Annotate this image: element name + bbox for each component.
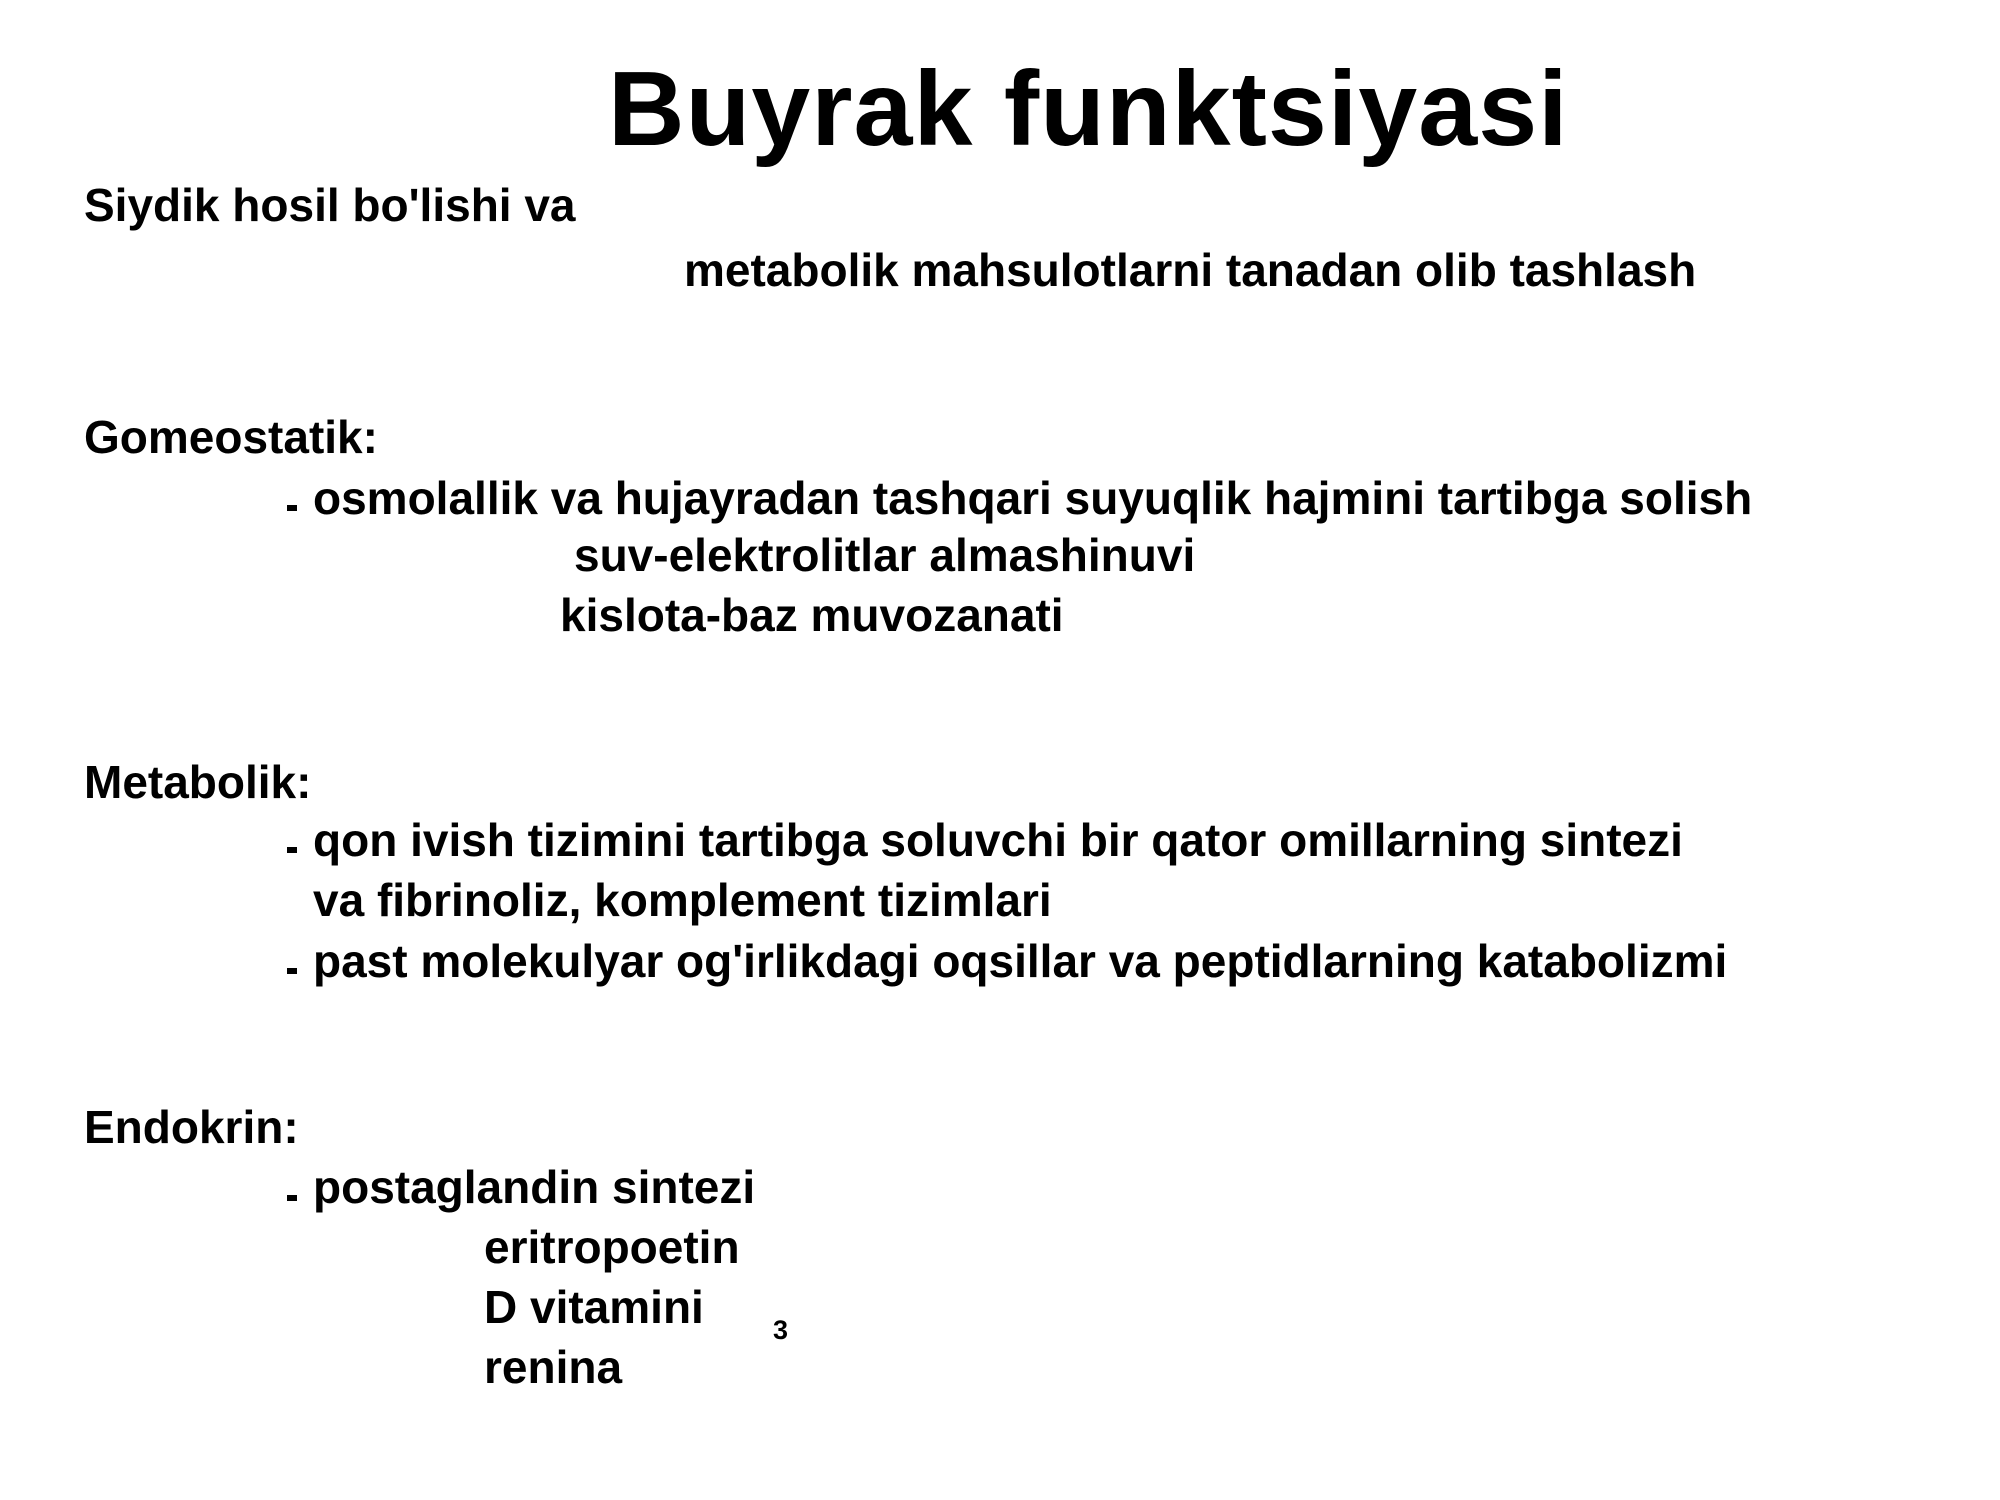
- endocrine-item-3: D vitamini: [484, 1281, 704, 1333]
- endocrine-item-1: postaglandin sintezi: [313, 1161, 756, 1213]
- bullet-dash: [287, 968, 297, 974]
- metabolic-item-2: past molekulyar og'irlikdagi oqsillar va peptidlarning katabolizmi: [313, 935, 1728, 987]
- homeostatic-item-1-sub-2: kislota-baz muvozanati: [560, 589, 1064, 641]
- homeostatic-heading: Gomeostatik:: [84, 411, 378, 463]
- endocrine-item-2: eritropoetin: [484, 1221, 740, 1273]
- bullet-dash: [287, 1195, 297, 1201]
- excretion-line-1: Siydik hosil bo'lishi va: [84, 179, 576, 231]
- endocrine-item-4: renina: [484, 1341, 623, 1393]
- metabolic-item-1-line-2: va fibrinoliz, komplement tizimlari: [313, 874, 1052, 926]
- metabolic-item-1-line-1: qon ivish tizimini tartibga soluvchi bir qator omillarning sintezi: [313, 814, 1683, 866]
- bullet-dash: [287, 847, 297, 853]
- slide-title: Buyrak funktsiyasi: [608, 50, 1569, 168]
- metabolic-heading: Metabolik:: [84, 756, 312, 808]
- homeostatic-item-1: osmolallik va hujayradan tashqari suyuqlik hajmini tartibga solish: [313, 472, 1753, 524]
- bullet-dash: [287, 505, 297, 511]
- excretion-line-2: metabolik mahsulotlarni tanadan olib tashlash: [684, 244, 1697, 296]
- endocrine-heading: Endokrin:: [84, 1101, 299, 1153]
- page-number: 3: [773, 1315, 789, 1345]
- homeostatic-item-1-sub-1: suv-elektrolitlar almashinuvi: [574, 529, 1196, 581]
